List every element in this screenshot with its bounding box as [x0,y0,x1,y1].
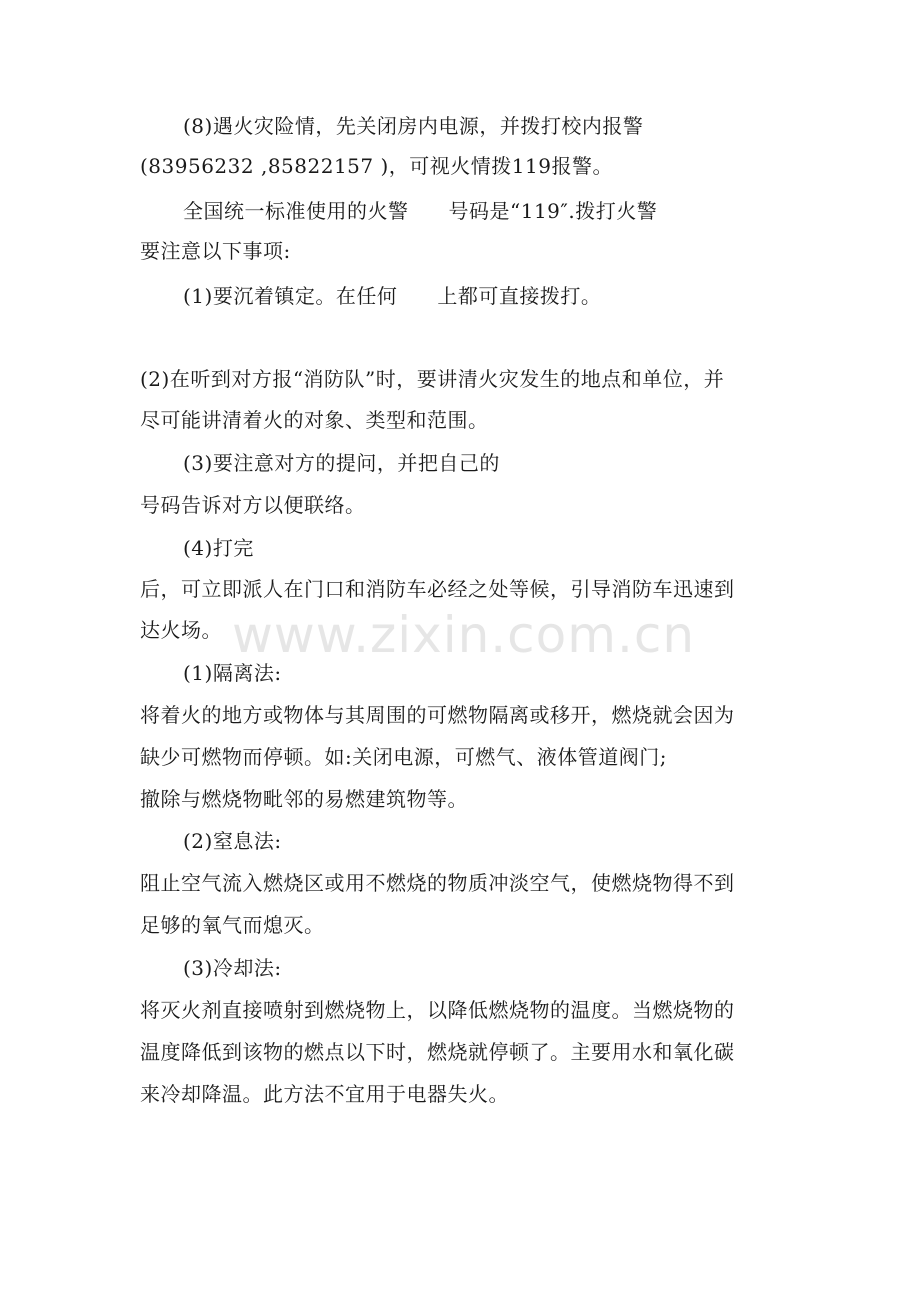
text-line: 撤除与燃烧物毗邻的易燃建筑物等。 [140,787,468,811]
text-line: (83956232 ,85822157 )，可视火情拨119报警。 [140,154,613,178]
text-segment: 全国统一标准使用的火警 [183,199,409,223]
text-line: (4)打完 [183,536,254,560]
text-line: 号码告诉对方以便联络。 [140,493,366,517]
text-line: 缺少可燃物而停顿。如:关闭电源，可燃气、液体管道阀门; [140,745,667,769]
text-line: 温度降低到该物的燃点以下时，燃烧就停顿了。主要用水和氧化碳 [140,1040,735,1064]
text-line: 后，可立即派人在门口和消防车必经之处等候，引导消防车迅速到 [140,577,735,601]
text-line: (2)在听到对方报“消防队”时，要讲清火灾发生的地点和单位，并 [140,367,725,391]
watermark: www.zixin.com.cn [232,606,696,664]
text-line: (3)冷却法: [183,956,282,980]
text-line: (3)要注意对方的提问，并把自己的 [183,451,500,475]
text-line: (8)遇火灾险情，先关闭房内电源，并拨打校内报警 [183,114,644,138]
text-line: 来冷却降温。此方法不宜用于电器失火。 [140,1082,509,1106]
text-segment: 上都可直接拨打。 [437,284,602,308]
text-line: 达火场。 [140,618,222,642]
text-line [183,199,657,223]
text-line: 足够的氧气而熄灭。 [140,913,325,937]
text-line: 将灭火剂直接喷射到燃烧物上，以降低燃烧物的温度。当燃烧物的 [140,998,735,1022]
text-line: 将着火的地方或物体与其周围的可燃物隔离或移开，燃烧就会因为 [140,703,735,727]
text-line: 尽可能讲清着火的对象、类型和范围。 [140,408,489,432]
text-line [183,284,601,308]
text-segment: (1)要沉着镇定。在任何 [183,284,398,308]
text-line: 要注意以下事项: [140,239,291,263]
text-segment: 号码是“119″.拨打火警 [448,199,658,223]
text-line: (1)隔离法: [183,661,282,685]
text-line: (2)窒息法: [183,829,282,853]
text-line: 阻止空气流入燃烧区或用不燃烧的物质冲淡空气，使燃烧物得不到 [140,871,735,895]
